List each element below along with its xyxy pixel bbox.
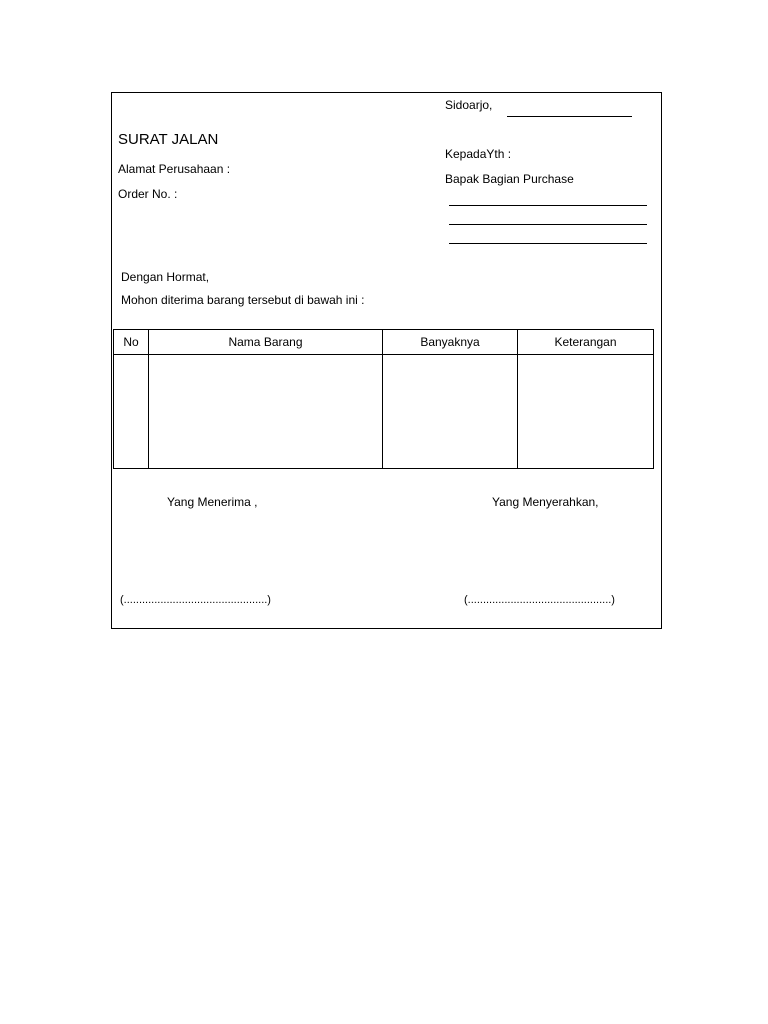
items-table bbox=[113, 329, 654, 469]
recipient-label: KepadaYth : bbox=[445, 147, 512, 161]
sender-signature-blank[interactable]: (...............................................) bbox=[464, 594, 615, 606]
cell-no[interactable] bbox=[114, 355, 149, 469]
order-no-label: Order No. : bbox=[118, 187, 178, 201]
recipient-blank-line-3[interactable] bbox=[449, 243, 647, 244]
date-blank-line[interactable] bbox=[507, 116, 632, 117]
column-header-quantity: Banyaknya bbox=[383, 330, 518, 355]
recipient-name: Bapak Bagian Purchase bbox=[445, 172, 574, 186]
document-title: SURAT JALAN bbox=[118, 131, 219, 148]
greeting-text: Dengan Hormat, bbox=[121, 270, 210, 284]
receiver-signature-label: Yang Menerima , bbox=[167, 495, 258, 509]
table-header-row bbox=[114, 330, 654, 355]
recipient-blank-line-1[interactable] bbox=[449, 205, 647, 206]
recipient-blank-line-2[interactable] bbox=[449, 224, 647, 225]
delivery-note-form bbox=[111, 92, 662, 629]
column-header-item-name: Nama Barang bbox=[149, 330, 383, 355]
column-header-remarks: Keterangan bbox=[518, 330, 654, 355]
column-header-no: No bbox=[114, 330, 149, 355]
cell-item-name[interactable] bbox=[149, 355, 383, 469]
sender-signature-label: Yang Menyerahkan, bbox=[492, 495, 599, 509]
cell-quantity[interactable] bbox=[383, 355, 518, 469]
city-label: Sidoarjo, bbox=[445, 98, 493, 112]
table-row bbox=[114, 355, 654, 469]
cell-remarks[interactable] bbox=[518, 355, 654, 469]
company-address-label: Alamat Perusahaan : bbox=[118, 162, 231, 176]
instruction-text: Mohon diterima barang tersebut di bawah ini : bbox=[121, 293, 365, 307]
receiver-signature-blank[interactable]: (...............................................) bbox=[120, 594, 271, 606]
